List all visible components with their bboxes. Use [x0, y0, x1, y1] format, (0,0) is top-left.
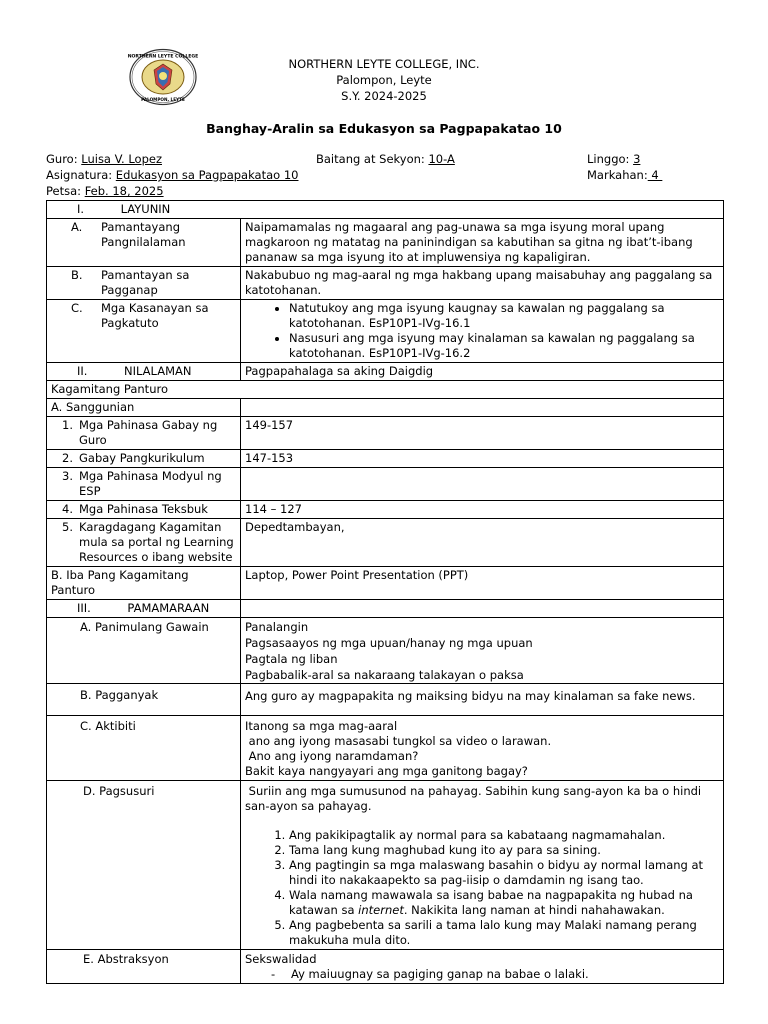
- college-name: NORTHERN LEYTE COLLEGE, INC.: [288, 57, 480, 71]
- teacher-label: Guro:: [46, 152, 78, 166]
- list-item: Panalangin: [245, 620, 309, 634]
- pagsusuri-intro: Suriin ang mga sumusunod na pahayag. Sabihin kung sang-ayon ka ba o hindi san-ayon sa pahayag.: [245, 784, 705, 813]
- iba-kagamitan-label: B. Iba Pang Kagamitang Panturo: [47, 567, 241, 600]
- layunin-heading: I. LAYUNIN: [47, 201, 724, 219]
- item-number: 1.: [62, 418, 73, 432]
- sanggunian-3-row: [47, 468, 724, 501]
- pamantayan-pagganap-label: Pamantayan sa Pagganap: [101, 268, 190, 297]
- nilalaman-row: [47, 363, 724, 381]
- abstraksyon-text: Ay maiuugnay sa pagiging ganap na babae o lalaki.: [291, 967, 589, 981]
- item-emphasis: internet: [358, 903, 404, 917]
- pamantayang-pangnilalaman-label: Pamantayang Pangnilalaman: [101, 220, 186, 249]
- quarter-label: Markahan:: [587, 168, 648, 182]
- sanggunian-3-value: [241, 468, 724, 501]
- subject-value: Edukasyon sa Pagpapakatao 10: [115, 168, 299, 182]
- grade-section-value: 10-A: [428, 152, 455, 166]
- teacher-value: Luisa V. Lopez: [81, 152, 162, 166]
- nilalaman-heading: II. NILALAMAN: [47, 363, 241, 381]
- list-item: ano ang iyong masasabi tungkol sa video o larawan.: [245, 734, 552, 748]
- date-field: [46, 184, 164, 198]
- kagamitan-row: [47, 381, 724, 399]
- list-item: Ano ang iyong naramdaman?: [245, 749, 419, 763]
- document-title: Banghay-Aralin sa Edukasyon sa Pagpapakatao 10: [206, 121, 562, 136]
- list-item: Itanong sa mga mag-aaral: [245, 719, 398, 733]
- dash-marker: -: [271, 967, 276, 981]
- item-letter: B.: [71, 268, 83, 282]
- pamantayang-pangnilalaman-text: Naipamamalas ng magaaral ang pag-unawa sa mga isyung moral upang magkaroon ng matatag na paninindigan sa kabutihan sa gitna ng ibat’t-ibang pananaw sa mga isyung ito at impluwensiya ng kapaligiran.: [241, 219, 724, 267]
- panimulang-gawain-label: A. Panimulang Gawain: [47, 618, 241, 684]
- item-number: 4.: [62, 502, 73, 516]
- pamantayan-pagganap-row: [47, 267, 724, 300]
- item-letter: C.: [71, 301, 83, 315]
- list-item: • Nasusuri ang mga isyung may kinalaman sa kawalan ng paggalang sa katotohanan. EsP10P1-IVg-16.2: [289, 331, 719, 361]
- aktibiti-label: C. Aktibiti: [47, 716, 241, 781]
- week-label: Linggo:: [587, 152, 630, 166]
- subject-label: Asignatura:: [46, 168, 113, 182]
- abstraksyon-label: E. Abstraksyon: [47, 950, 241, 984]
- sanggunian-4-label: Mga Pahinasa Teksbuk: [79, 502, 208, 516]
- date-value: Feb. 18, 2025: [84, 184, 164, 198]
- item-number: 3.: [62, 469, 73, 483]
- list-item: 1. Ang pakikipagtalik ay normal para sa kabataang nagmamahalan.: [289, 828, 719, 843]
- svg-text:PALOMPON, LEYTE: PALOMPON, LEYTE: [141, 97, 185, 102]
- list-item: 2. Tama lang kung maghubad kung ito ay para sa sining.: [289, 843, 719, 858]
- college-location: Palompon, Leyte: [336, 73, 432, 87]
- grade-section-label: Baitang at Sekyon:: [316, 152, 425, 166]
- sanggunian-1-value: 149-157: [241, 417, 724, 450]
- sanggunian-3-label: Mga Pahinasa Modyul ng ESP: [79, 469, 222, 498]
- sanggunian-5-value: Depedtambayan,: [241, 519, 724, 567]
- item-text: . Nakikita lang naman at hindi nahahawakan.: [403, 903, 665, 917]
- sanggunian-2-label: Gabay Pangkurikulum: [79, 451, 205, 465]
- svg-text:NORTHERN LEYTE COLLEGE: NORTHERN LEYTE COLLEGE: [128, 54, 198, 60]
- abstraksyon-title: Sekswalidad: [245, 952, 317, 966]
- pagganyak-label: B. Pagganyak: [47, 684, 241, 716]
- pagganyak-row: [47, 684, 724, 716]
- lesson-plan-table: [46, 200, 724, 984]
- kagamitan-heading: Kagamitang Panturo: [47, 381, 724, 399]
- sanggunian-heading: A. Sanggunian: [47, 399, 241, 417]
- pagganyak-text: Ang guro ay magpapakita ng maiksing bidyu na may kinalaman sa fake news.: [241, 684, 724, 716]
- pagsusuri-label: D. Pagsusuri: [47, 781, 241, 950]
- sanggunian-2-value: 147-153: [241, 450, 724, 468]
- pamantayang-pangnilalaman-row: [47, 219, 724, 267]
- nilalaman-text: Pagpapahalaga sa aking Daigdig: [241, 363, 724, 381]
- item-text: Wala namang mawawala sa isang babae na nagpapakita ng hubad na katawan sa: [289, 888, 693, 917]
- sanggunian-1-label: Mga Pahinasa Gabay ng Guro: [79, 418, 218, 447]
- iba-kagamitan-row: [47, 567, 724, 600]
- pamamaraan-heading: III. PAMAMARAAN: [47, 600, 241, 618]
- kasanayan-label: Mga Kasanayan sa Pagkatuto: [101, 301, 209, 330]
- list-item: Pagtala ng liban: [245, 652, 338, 666]
- subject-field: [46, 168, 298, 182]
- sanggunian-4-value: 114 – 127: [241, 501, 724, 519]
- pamamaraan-row: [47, 600, 724, 618]
- item-number: 5.: [62, 520, 73, 534]
- sanggunian-5-row: [47, 519, 724, 567]
- date-label: Petsa:: [46, 184, 82, 198]
- quarter-value: 4: [647, 168, 663, 182]
- teacher-field: [46, 152, 162, 166]
- layunin-row: [47, 201, 724, 219]
- grade-section-field: [316, 152, 455, 166]
- iba-kagamitan-value: Laptop, Power Point Presentation (PPT): [241, 567, 724, 600]
- abstraksyon-row: [47, 950, 724, 984]
- item-letter: A.: [71, 220, 83, 234]
- sanggunian-row: [47, 399, 724, 417]
- list-item: Pagbabalik-aral sa nakaraang talakayan o paksa: [245, 668, 524, 682]
- list-item: 5. Ang pagbebenta sa sarili a tama lalo kung may Malaki namang perang makukuha mula dito.: [289, 918, 719, 948]
- sanggunian-4-row: [47, 501, 724, 519]
- panimulang-gawain-row: [47, 618, 724, 684]
- list-item: • Natutukoy ang mga isyung kaugnay sa kawalan ng paggalang sa katotohanan. EsP10P1-IVg-16.1: [289, 301, 719, 331]
- item-number: 2.: [62, 451, 73, 465]
- list-item: Bakit kaya nangyayari ang mga ganitong bagay?: [245, 764, 528, 778]
- week-value: 3: [633, 152, 641, 166]
- sanggunian-2-row: [47, 450, 724, 468]
- week-field: [587, 152, 640, 166]
- pagsusuri-list: [245, 828, 719, 948]
- list-item: 3. Ang pagtingin sa mga malaswang basahin o bidyu ay normal lamang at hindi ito nakakaapekto sa pag-iisip o damdamin ng isang tao.: [289, 858, 719, 888]
- pagsusuri-row: [47, 781, 724, 950]
- quarter-field: [587, 168, 662, 182]
- kasanayan-list: [245, 301, 719, 361]
- list-item: [289, 888, 719, 918]
- pamantayan-pagganap-text: Nakabubuo ng mag-aaral ng mga hakbang upang maisabuhay ang paggalang sa katotohanan.: [241, 267, 724, 300]
- aktibiti-row: [47, 716, 724, 781]
- list-item: Pagsasaayos ng mga upuan/hanay ng mga upuan: [245, 636, 533, 650]
- school-year: S.Y. 2024-2025: [341, 89, 427, 103]
- kasanayan-row: [47, 300, 724, 363]
- sanggunian-1-row: [47, 417, 724, 450]
- sanggunian-5-label: Karagdagang Kagamitan mula sa portal ng Learning Resources o ibang website: [79, 520, 234, 564]
